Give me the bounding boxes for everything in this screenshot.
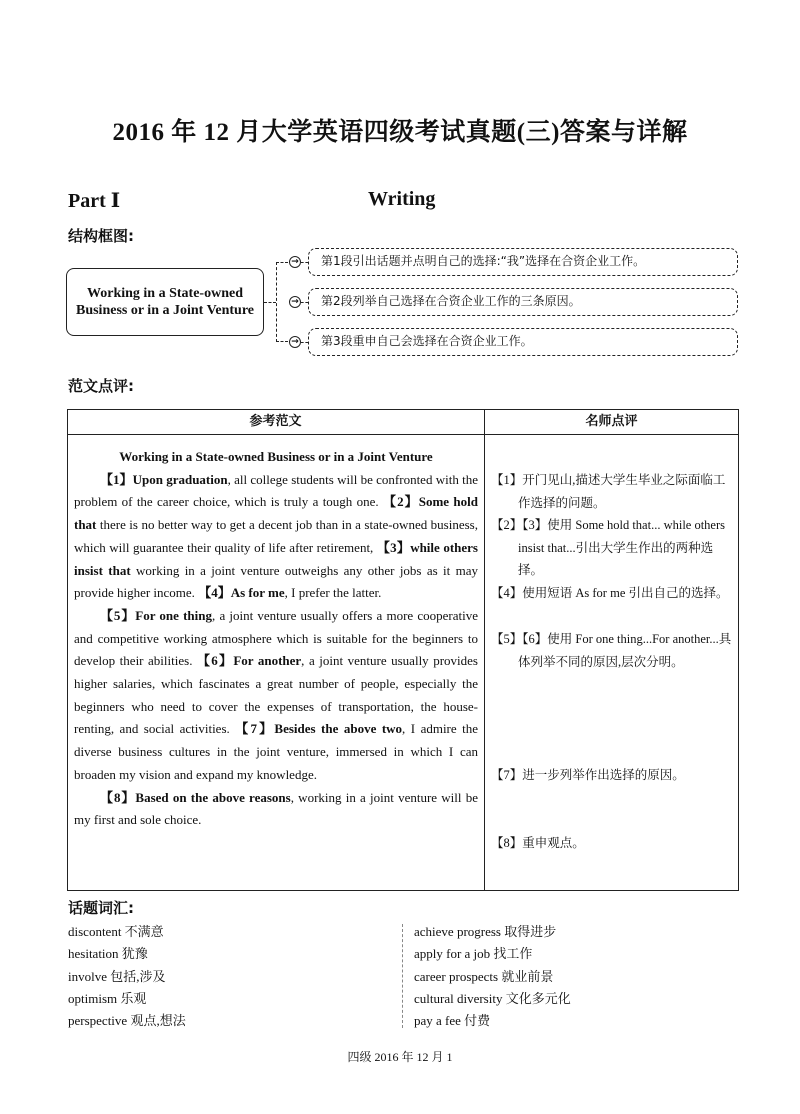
connector-bracket bbox=[276, 262, 288, 342]
essay-paragraph: 【5】For one thing, a joint venture usually offers a more cooperative and competitive working atmosphere which is suitable for the beginners to develop their abilities. 【6】For another, a joint venture usually provides higher salaries, which fascinates a great number of people, especially the beginners who need to cover the expenses of transportation, the house-renting, and social activities. 【7】Besides the above two, I admire the diverse business cultures in the joint venture, immersed in which I can broaden my vision and expand my knowledge. bbox=[74, 607, 479, 782]
sample-essay bbox=[74, 446, 478, 832]
connector-line bbox=[301, 262, 308, 263]
vocabulary-divider bbox=[402, 924, 403, 1028]
document-title: 2016 年 12 月大学英语四级考试真题(三)答案与详解 bbox=[112, 119, 688, 146]
arrow-right-icon: → bbox=[289, 256, 301, 268]
connector-line bbox=[301, 342, 308, 343]
part-label: Part Ⅰ bbox=[68, 190, 121, 212]
vocab-item: hesitation 犹豫 bbox=[68, 946, 148, 962]
arrow-right-icon: → bbox=[289, 296, 301, 308]
structure-heading: 结构框图: bbox=[68, 227, 134, 245]
comment-item: 【8】重申观点。 bbox=[491, 836, 585, 850]
vocab-item: cultural diversity 文化多元化 bbox=[414, 990, 571, 1006]
vocab-item: career prospects 就业前景 bbox=[414, 968, 554, 984]
header-divider bbox=[67, 434, 739, 435]
comment-item: 【1】开门见山,描述大学生毕业之际面临工作选择的问题。 bbox=[491, 473, 726, 510]
vocab-item: involve 包括,涉及 bbox=[68, 968, 166, 984]
vocab-item: perspective 观点,想法 bbox=[68, 1013, 186, 1029]
comment-item: 【7】进一步列举作出选择的原因。 bbox=[491, 768, 685, 782]
vocabulary-list-left bbox=[68, 921, 186, 1032]
arrow-right-icon: → bbox=[289, 336, 301, 348]
essay-paragraph: 【1】Upon graduation, all college students will be confronted with the problem of the career choice, which is truly a tough one. 【2】Some hold that there is no better way to get a decent job than in a state-owned business, which will guarantee their quality of life after retirement, 【3】while others insist that working in a joint venture outweighs any other jobs as it may provide higher income. 【4】As for me, I prefer the latter. bbox=[74, 471, 478, 601]
vocab-item: achieve progress 取得进步 bbox=[414, 924, 557, 939]
comment-item: 【4】使用短语 As for me 引出自己的选择。 bbox=[491, 586, 729, 600]
column-divider bbox=[484, 409, 485, 891]
structure-item: 第1段引出话题并点明自己的选择:“我”选择在合资企业工作。 bbox=[308, 248, 738, 276]
comment-item: 【5】【6】使用 For one thing...For another...具体列举不同的原因,层次分明。 bbox=[491, 632, 732, 669]
essay-paragraph: 【8】Based on the above reasons, working in a joint venture will be my first and sole choice. bbox=[74, 789, 478, 828]
part-topic: Writing bbox=[368, 188, 436, 210]
vocab-item: pay a fee 付费 bbox=[414, 1013, 491, 1029]
comment-item: 【2】【3】使用 Some hold that... while others insist that...引出大学生作出的两种选择。 bbox=[491, 518, 726, 578]
connector-line bbox=[264, 302, 276, 303]
structure-item: 第2段列举自己选择在合资企业工作的三条原因。 bbox=[308, 288, 738, 316]
vocabulary-heading: 话题词汇: bbox=[68, 899, 134, 917]
column-header-comment: 名师点评 bbox=[585, 414, 638, 429]
page-footer: 四级 2016 年 12 月 1 bbox=[347, 1050, 453, 1064]
vocab-item: optimism 乐观 bbox=[68, 990, 147, 1006]
review-heading: 范文点评: bbox=[68, 377, 134, 395]
structure-topic-box: Working in a State-owned Business or in a Joint Venture bbox=[66, 268, 264, 336]
structure-item: 第3段重申自己会选择在合资企业工作。 bbox=[308, 328, 738, 356]
vocab-item: apply for a job 找工作 bbox=[414, 946, 533, 962]
vocabulary-list-right bbox=[414, 921, 571, 1032]
vocab-item: discontent 不满意 bbox=[68, 924, 164, 939]
essay-title: Working in a State-owned Business or in a Joint Venture bbox=[119, 449, 433, 464]
column-header-essay: 参考范文 bbox=[249, 414, 302, 429]
connector-line bbox=[301, 302, 308, 303]
